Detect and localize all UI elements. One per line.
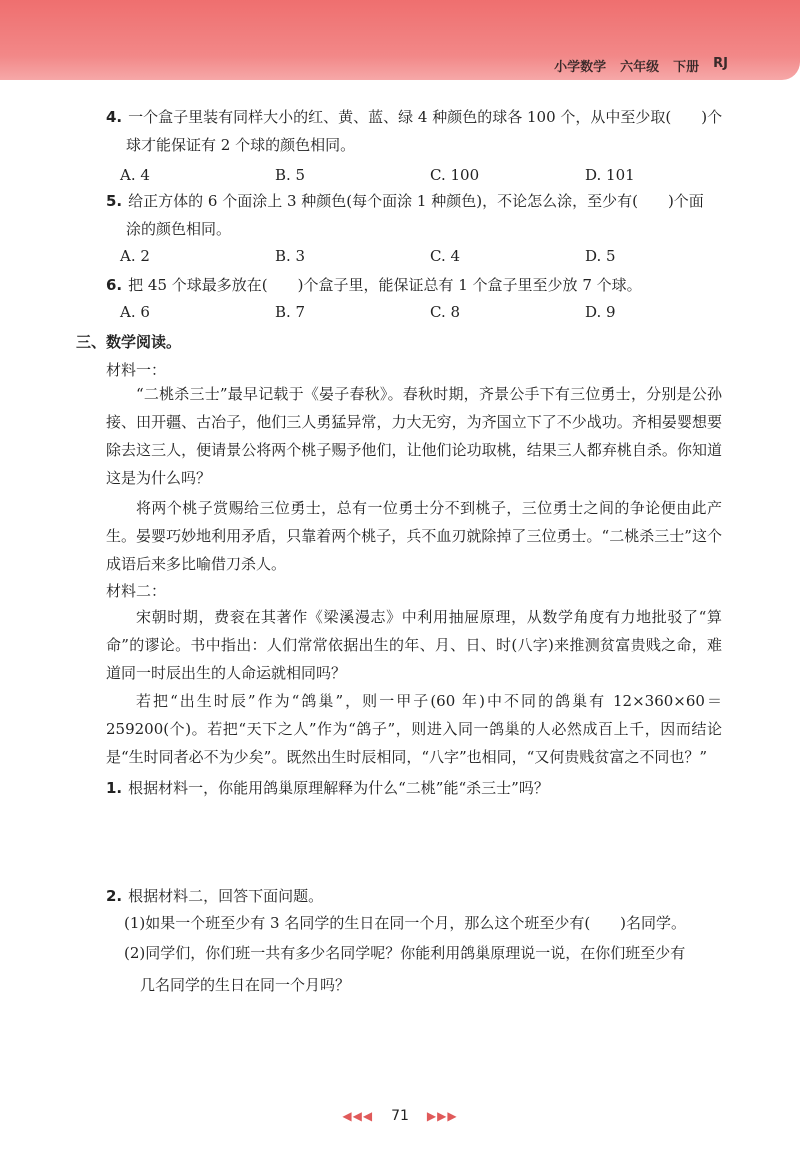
option-a[interactable]: A. 6 [120, 303, 150, 321]
edition-label: RJ [713, 56, 728, 71]
material-1-paragraph-1: “二桃杀三士”最早记载于《晏子春秋》。春秋时期，齐景公手下有三位勇士，分别是公孙接、田开疆、古冶子，他们三人勇猛异常，力大无穷，为齐国立下了不少战功。齐相晏婴想要除去这三人，便请景公将两个桃子赐予他们，让他们论功取桃，结果三人都弃桃自杀。你知道这是为什么吗？ [106, 385, 722, 487]
option-d[interactable]: D. 101 [585, 166, 635, 184]
question-text-line1: 把 45 个球最多放在( )个盒子里，能保证总有 1 个盒子里至少放 7 个球。 [128, 276, 642, 294]
question-6 [106, 271, 726, 299]
question-number: 5. [106, 192, 123, 210]
answer-area-2[interactable] [106, 1000, 722, 1090]
question-number: 4. [106, 108, 123, 126]
header-info [554, 56, 728, 75]
option-c[interactable]: C. 8 [430, 303, 461, 321]
task-number: 1. [106, 779, 123, 797]
page-footer [0, 1108, 800, 1124]
task-2-sub-1: (1)如果一个班至少有 3 名同学的生日在同一个月，那么这个班至少有( )名同学。 [124, 914, 687, 932]
question-4-options [120, 166, 740, 184]
question-text-line2: 球才能保证有 2 个球的颜色相同。 [126, 136, 356, 154]
question-text-line2: 涂的颜色相同。 [126, 220, 232, 238]
volume-label: 下册 [673, 60, 700, 75]
question-number: 6. [106, 276, 123, 294]
question-text-line1: 一个盒子里装有同样大小的红、黄、蓝、绿 4 种颜色的球各 100 个，从中至少取( )个 [128, 108, 723, 126]
task-number: 2. [106, 887, 123, 905]
option-a[interactable]: A. 4 [120, 166, 150, 184]
page-number: 71 [391, 1108, 409, 1124]
right-arrows-icon: ▶▶▶ [426, 1109, 458, 1123]
option-b[interactable]: B. 5 [275, 166, 306, 184]
option-c[interactable]: C. 4 [430, 247, 461, 265]
question-5 [106, 187, 726, 243]
material-1-paragraph-2: 将两个桃子赏赐给三位勇士，总有一位勇士分不到桃子，三位勇士之间的争论便由此产生。晏婴巧妙地利用矛盾，只靠着两个桃子，兵不血刃就除掉了三位勇士。“二桃杀三士”这个成语后来多比喻借刀杀人。 [106, 499, 722, 573]
task-2 [106, 882, 726, 910]
material-1-label: 材料一： [106, 361, 167, 379]
option-c[interactable]: C. 100 [430, 166, 480, 184]
material-2-paragraph-1: 宋朝时期，费衮在其著作《梁溪漫志》中利用抽屉原理，从数学角度有力地批驳了“算命”的谬论。书中指出：人们常常依据出生的年、月、日、时(八字)来推测贫富贵贱之命，难道同一时辰出生的人命运就相同吗？ [106, 608, 722, 682]
question-4 [106, 103, 726, 159]
material-2-paragraph-2: 若把“出生时辰”作为“鸽巢”，则一甲子(60 年)中不同的鸽巢有 12×360×60＝259200(个)。若把“天下之人”作为“鸽子”，则进入同一鸽巢的人必然成百上千，因而结论是“生时同者必不为少矣”。既然出生时辰相同，“八字”也相同，“又何贵贱贫富之不同也？” [106, 692, 722, 766]
task-text: 根据材料二，回答下面问题。 [128, 887, 324, 905]
option-d[interactable]: D. 9 [585, 303, 616, 321]
section-title: 三、数学阅读。 [76, 333, 182, 351]
question-text-line1: 给正方体的 6 个面涂上 3 种颜色(每个面涂 1 种颜色)，不论怎么涂，至少有( )个面 [128, 192, 704, 210]
option-d[interactable]: D. 5 [585, 247, 616, 265]
task-1 [106, 774, 726, 802]
question-5-options [120, 247, 740, 265]
material-2-label: 材料二： [106, 582, 167, 600]
option-a[interactable]: A. 2 [120, 247, 150, 265]
question-6-options [120, 303, 740, 321]
subject-label: 小学数学 [554, 60, 607, 75]
left-arrows-icon: ◀◀◀ [342, 1109, 374, 1123]
task-2-sub-2-line1: (2)同学们，你们班一共有多少名同学呢？你能利用鸽巢原理说一说，在你们班至少有 [124, 944, 686, 962]
task-text: 根据材料一，你能用鸽巢原理解释为什么“二桃”能“杀三士”吗？ [128, 779, 549, 797]
grade-label: 六年级 [620, 60, 660, 75]
option-b[interactable]: B. 3 [275, 247, 306, 265]
task-2-sub-2-line2: 几名同学的生日在同一个月吗？ [140, 976, 351, 994]
answer-area-1[interactable] [106, 810, 722, 870]
option-b[interactable]: B. 7 [275, 303, 306, 321]
